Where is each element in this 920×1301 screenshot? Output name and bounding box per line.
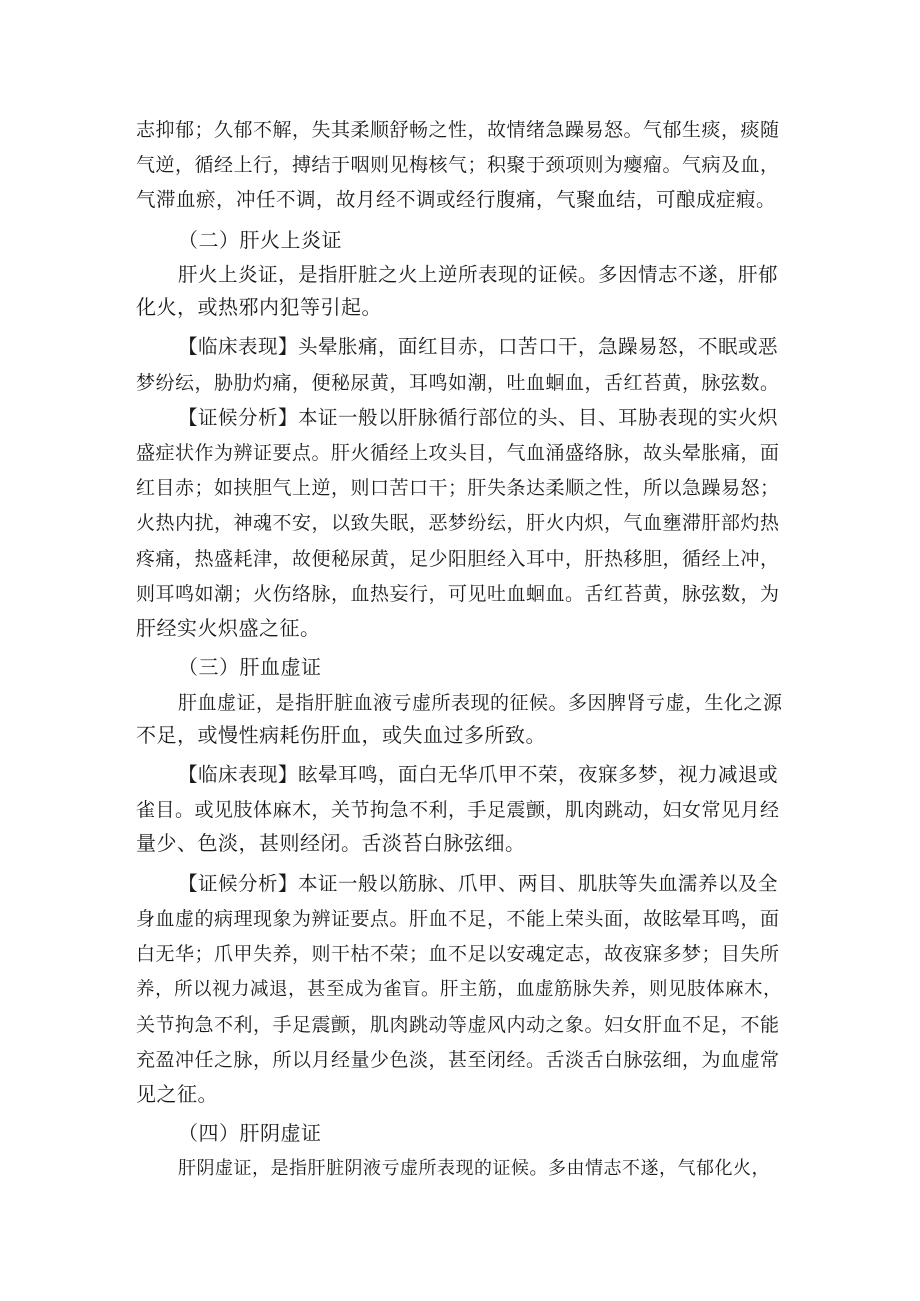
text-line: 气逆，循经上行，搏结于咽则见梅核气；积聚于颈项则为瘿瘤。气病及血， <box>136 154 780 176</box>
text-line: 白无华；爪甲失养，则干枯不荣；血不足以安魂定志，故夜寐多梦；目失所 <box>136 943 780 965</box>
text-line: 化火，或热邪内犯等引起。 <box>136 295 382 319</box>
text-line: 量少、色淡，甚则经闭。舌淡苔白脉弦细。 <box>136 831 526 855</box>
text-line: 气滞血瘀，冲任不调，故月经不调或经行腹痛，气聚血结，可酿成症瘕。 <box>136 188 777 211</box>
text-line: 疼痛，热盛耗津，故便秘尿黄，足少阳胆经入耳中，肝热移胆，循经上冲， <box>136 548 780 570</box>
section-heading: （四）肝阴虚证 <box>178 1121 322 1145</box>
text-line: 火热内扰，神魂不安，以致失眠，恶梦纷纭，肝火内炽，气血壅滞肝部灼热 <box>136 512 780 534</box>
text-line: 见之征。 <box>136 1082 218 1106</box>
text-line: 肝阴虚证，是指肝脏阴液亏虚所表现的证候。多由情志不遂，气郁化火， <box>178 1158 770 1179</box>
text-line: 梦纷纭，胁肋灼痛，便秘尿黄，耳鸣如潮，吐血蛔血，舌红苔黄，脉弦数。 <box>136 372 780 394</box>
text-line: 养，所以视力减退，甚至成为雀盲。肝主筋，血虚筋脉失养，则见肢体麻木， <box>136 979 783 1000</box>
text-line: 雀目。或见肢体麻木，关节拘急不利，手足震颤，肌肉跳动，妇女常见月经 <box>136 799 780 821</box>
text-line: 【临床表现】头晕胀痛，面红目赤，口苦口干，急躁易怒，不眠或恶 <box>178 335 779 358</box>
section-heading: （三）肝血虚证 <box>178 655 322 679</box>
text-line: 充盈冲任之脉，所以月经量少色淡，甚至闭经。舌淡舌白脉弦细，为血虚常 <box>136 1049 780 1071</box>
text-line: 【证候分析】本证一般以筋脉、爪甲、两目、肌肤等失血濡养以及全 <box>178 872 779 895</box>
text-line: 志抑郁；久郁不解，失其柔顺舒畅之性，故情绪急躁易怒。气郁生痰，痰随 <box>136 119 780 141</box>
section-heading: （二）肝火上炎证 <box>178 228 342 252</box>
text-line: 【临床表现】眩晕耳鸣，面白无华爪甲不荣，夜寐多梦，视力减退或 <box>178 763 779 786</box>
text-line: 关节拘急不利，手足震颤，肌肉跳动等虚风内动之象。妇女肝血不足，不能 <box>136 1014 780 1036</box>
text-line: 不足，或慢性病耗伤肝血，或失血过多所致。 <box>136 723 546 747</box>
text-line: 肝经实火炽盛之征。 <box>136 616 321 640</box>
text-line: 则耳鸣如潮；火伤络脉，血热妄行，可见吐血蛔血。舌红苔黄，脉弦数，为 <box>136 583 780 605</box>
text-line: 盛症状作为辨证要点。肝火循经上攻头目，气血涌盛络脉，故头晕胀痛，面 <box>136 442 780 464</box>
text-line: 【证候分析】本证一般以肝脉循行部位的头、目、耳胁表现的实火炽 <box>178 406 779 429</box>
text-line: 肝血虚证，是指肝脏血液亏虚所表现的征候。多因脾肾亏虚，生化之源 <box>178 692 783 714</box>
text-line: 红目赤；如挟胆气上逆，则口苦口干；肝失条达柔顺之性，所以急躁易怒； <box>136 477 780 499</box>
text-line: 身血虚的病理现象为辨证要点。肝血不足，不能上荣头面，故眩晕耳鸣，面 <box>136 908 780 930</box>
text-line: 肝火上炎证，是指肝脏之火上逆所表现的证候。多因情志不遂，肝郁 <box>178 263 779 286</box>
